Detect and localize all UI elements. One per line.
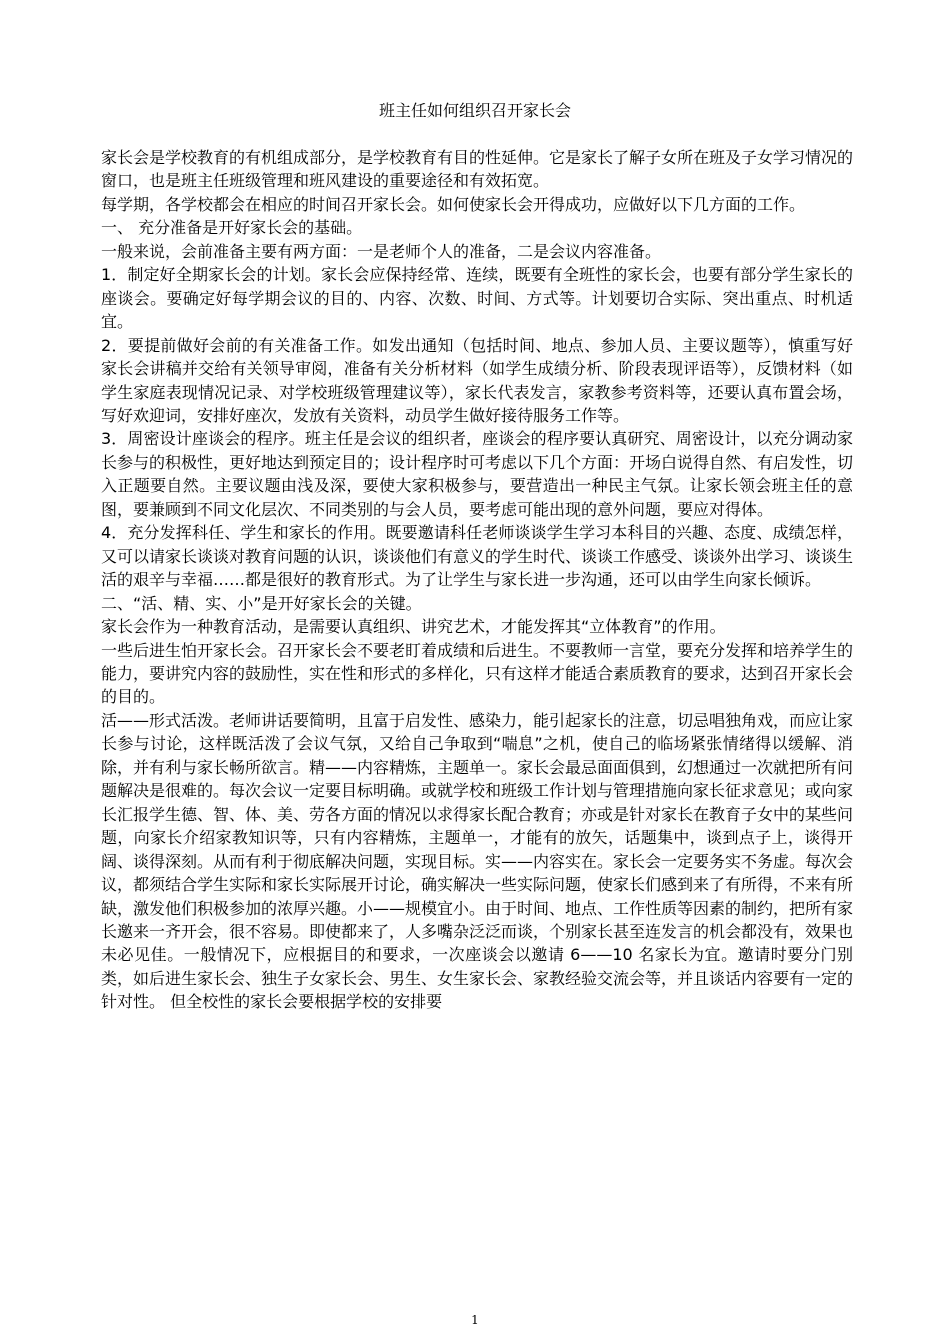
paragraph: 家长会作为一种教育活动，是需要认真组织、讲究艺术，才能发挥其“立体教育”的作用。 (101, 617, 726, 637)
paragraph: 一些后进生怕开家长会。召开家长会不要老盯着成绩和后进生。不要教师一言堂，要充分发挥和培养学生的能力，要讲究内容的鼓励性，实在性和形式的多样化，只有这样才能适合素质教育的要求，达到召开家长会的目的。 (101, 640, 854, 707)
paragraph: 3．周密设计座谈会的程序。班主任是会议的组织者，座谈会的程序要认真研究、周密设计，以充分调动家长参与的积极性，更好地达到预定目的；设计程序时可考虑以下几个方面：开场白说得自然、有启发性，切入正题要自然。主要议题由浅及深，要使大家积极参与，要营造出一种民主气氛。让家长领会班主任的意图，要兼顾到不同文化层次、不同类别的与会人员，要考虑可能出现的意外问题，要应对得体。 (101, 429, 854, 519)
paragraph: 1．制定好全期家长会的计划。家长会应保持经常、连续，既要有全班性的家长会，也要有部分学生家长的座谈会。要确定好每学期会议的目的、内容、次数、时间、方式等。计划要切合实际、突出重点、时机适宜。 (101, 265, 853, 332)
paragraph: 一般来说，会前准备主要有两方面：一是老师个人的准备，二是会议内容准备。 (101, 241, 662, 261)
document-body (101, 146, 853, 1014)
paragraph: 2．要提前做好会前的有关准备工作。如发出通知（包括时间、地点、参加人员、主要议题等），慎重写好家长会讲稿并交给有关领导审阅，准备有关分析材料（如学生成绩分析、阶段表现评语等），反馈材料（如学生家庭表现情况记录、对学校班级管理建议等），家长代表发言，家教参考资料等，还要认真布置会场，写好欢迎词，安排好座次，发放有关资料，动员学生做好接待服务工作等。 (101, 335, 853, 425)
paragraph: 4．充分发挥科任、学生和家长的作用。既要邀请科任老师谈谈学生学习本科目的兴趣、态度、成绩怎样，又可以请家长谈谈对教育问题的认识，谈谈他们有意义的学生时代、谈谈工作感受、谈谈外出学习、谈谈生活的艰辛与幸福……都是很好的教育形式。为了让学生与家长进一步沟通，还可以由学生向家长倾诉。 (101, 523, 854, 590)
paragraph: 每学期，各学校都会在相应的时间召开家长会。如何使家长会开得成功，应做好以下几方面的工作。 (101, 194, 806, 214)
section-heading: 二、“活、精、实、小”是开好家长会的关键。 (101, 593, 422, 613)
document-title: 班主任如何组织召开家长会 (378, 101, 571, 120)
paragraph: 家长会是学校教育的有机组成部分，是学校教育有目的性延伸。它是家长了解子女所在班及子女学习情况的窗口，也是班主任班级管理和班风建设的重要途径和有效拓宽。 (101, 148, 854, 191)
section-heading: 一、 充分准备是开好家长会的基础。 (101, 218, 363, 238)
paragraph: 活——形式活泼。老师讲话要简明，且富于启发性、感染力，能引起家长的注意，切忌唱独角戏，而应让家长参与讨论，这样既活泼了会议气氛，又给自己争取到“喘息”之机，使自己的临场紧张情绪得以缓解、消除，并有利与家长畅所欲言。精——内容精炼，主题单一。家长会最忌面面俱到，幻想通过一次就把所有问题解决是很难的。每次会议一定要目标明确。或就学校和班级工作计划与管理措施向家长征求意见；或向家长汇报学生德、智、体、美、劳各方面的情况以求得家长配合教育；亦或是针对家长在教育子女中的某些问题，向家长介绍家教知识等，只有内容精炼，主题单一，才能有的放矢，话题集中，谈到点子上，谈得开阔、谈得深刻。从而有利于彻底解决问题，实现目标。实——内容实在。家长会一定要务实不务虚。每次会议，都须结合学生实际和家长实际展开讨论，确实解决一些实际问题，使家长们感到来了有所得，不来有所缺，激发他们积极参加的浓厚兴趣。小——规模宜小。由于时间、地点、工作性质等因素的制约，把所有家长邀来一齐开会，很不容易。即使都来了，人多嘴杂泛泛而谈，个别家长甚至连发言的机会都没有，效果也未必见佳。一般情况下，应根据目的和要求，一次座谈会以邀请 6——10 名家长为宜。邀请时要分门别类，如后进生家长会、独生子女家长会、男生、女生家长会、家教经验交流会等，并且谈话内容要有一定的针对性。 但全校性的家长会要根据学校的安排要 (101, 710, 854, 1012)
page-number: 1 (471, 1313, 479, 1327)
